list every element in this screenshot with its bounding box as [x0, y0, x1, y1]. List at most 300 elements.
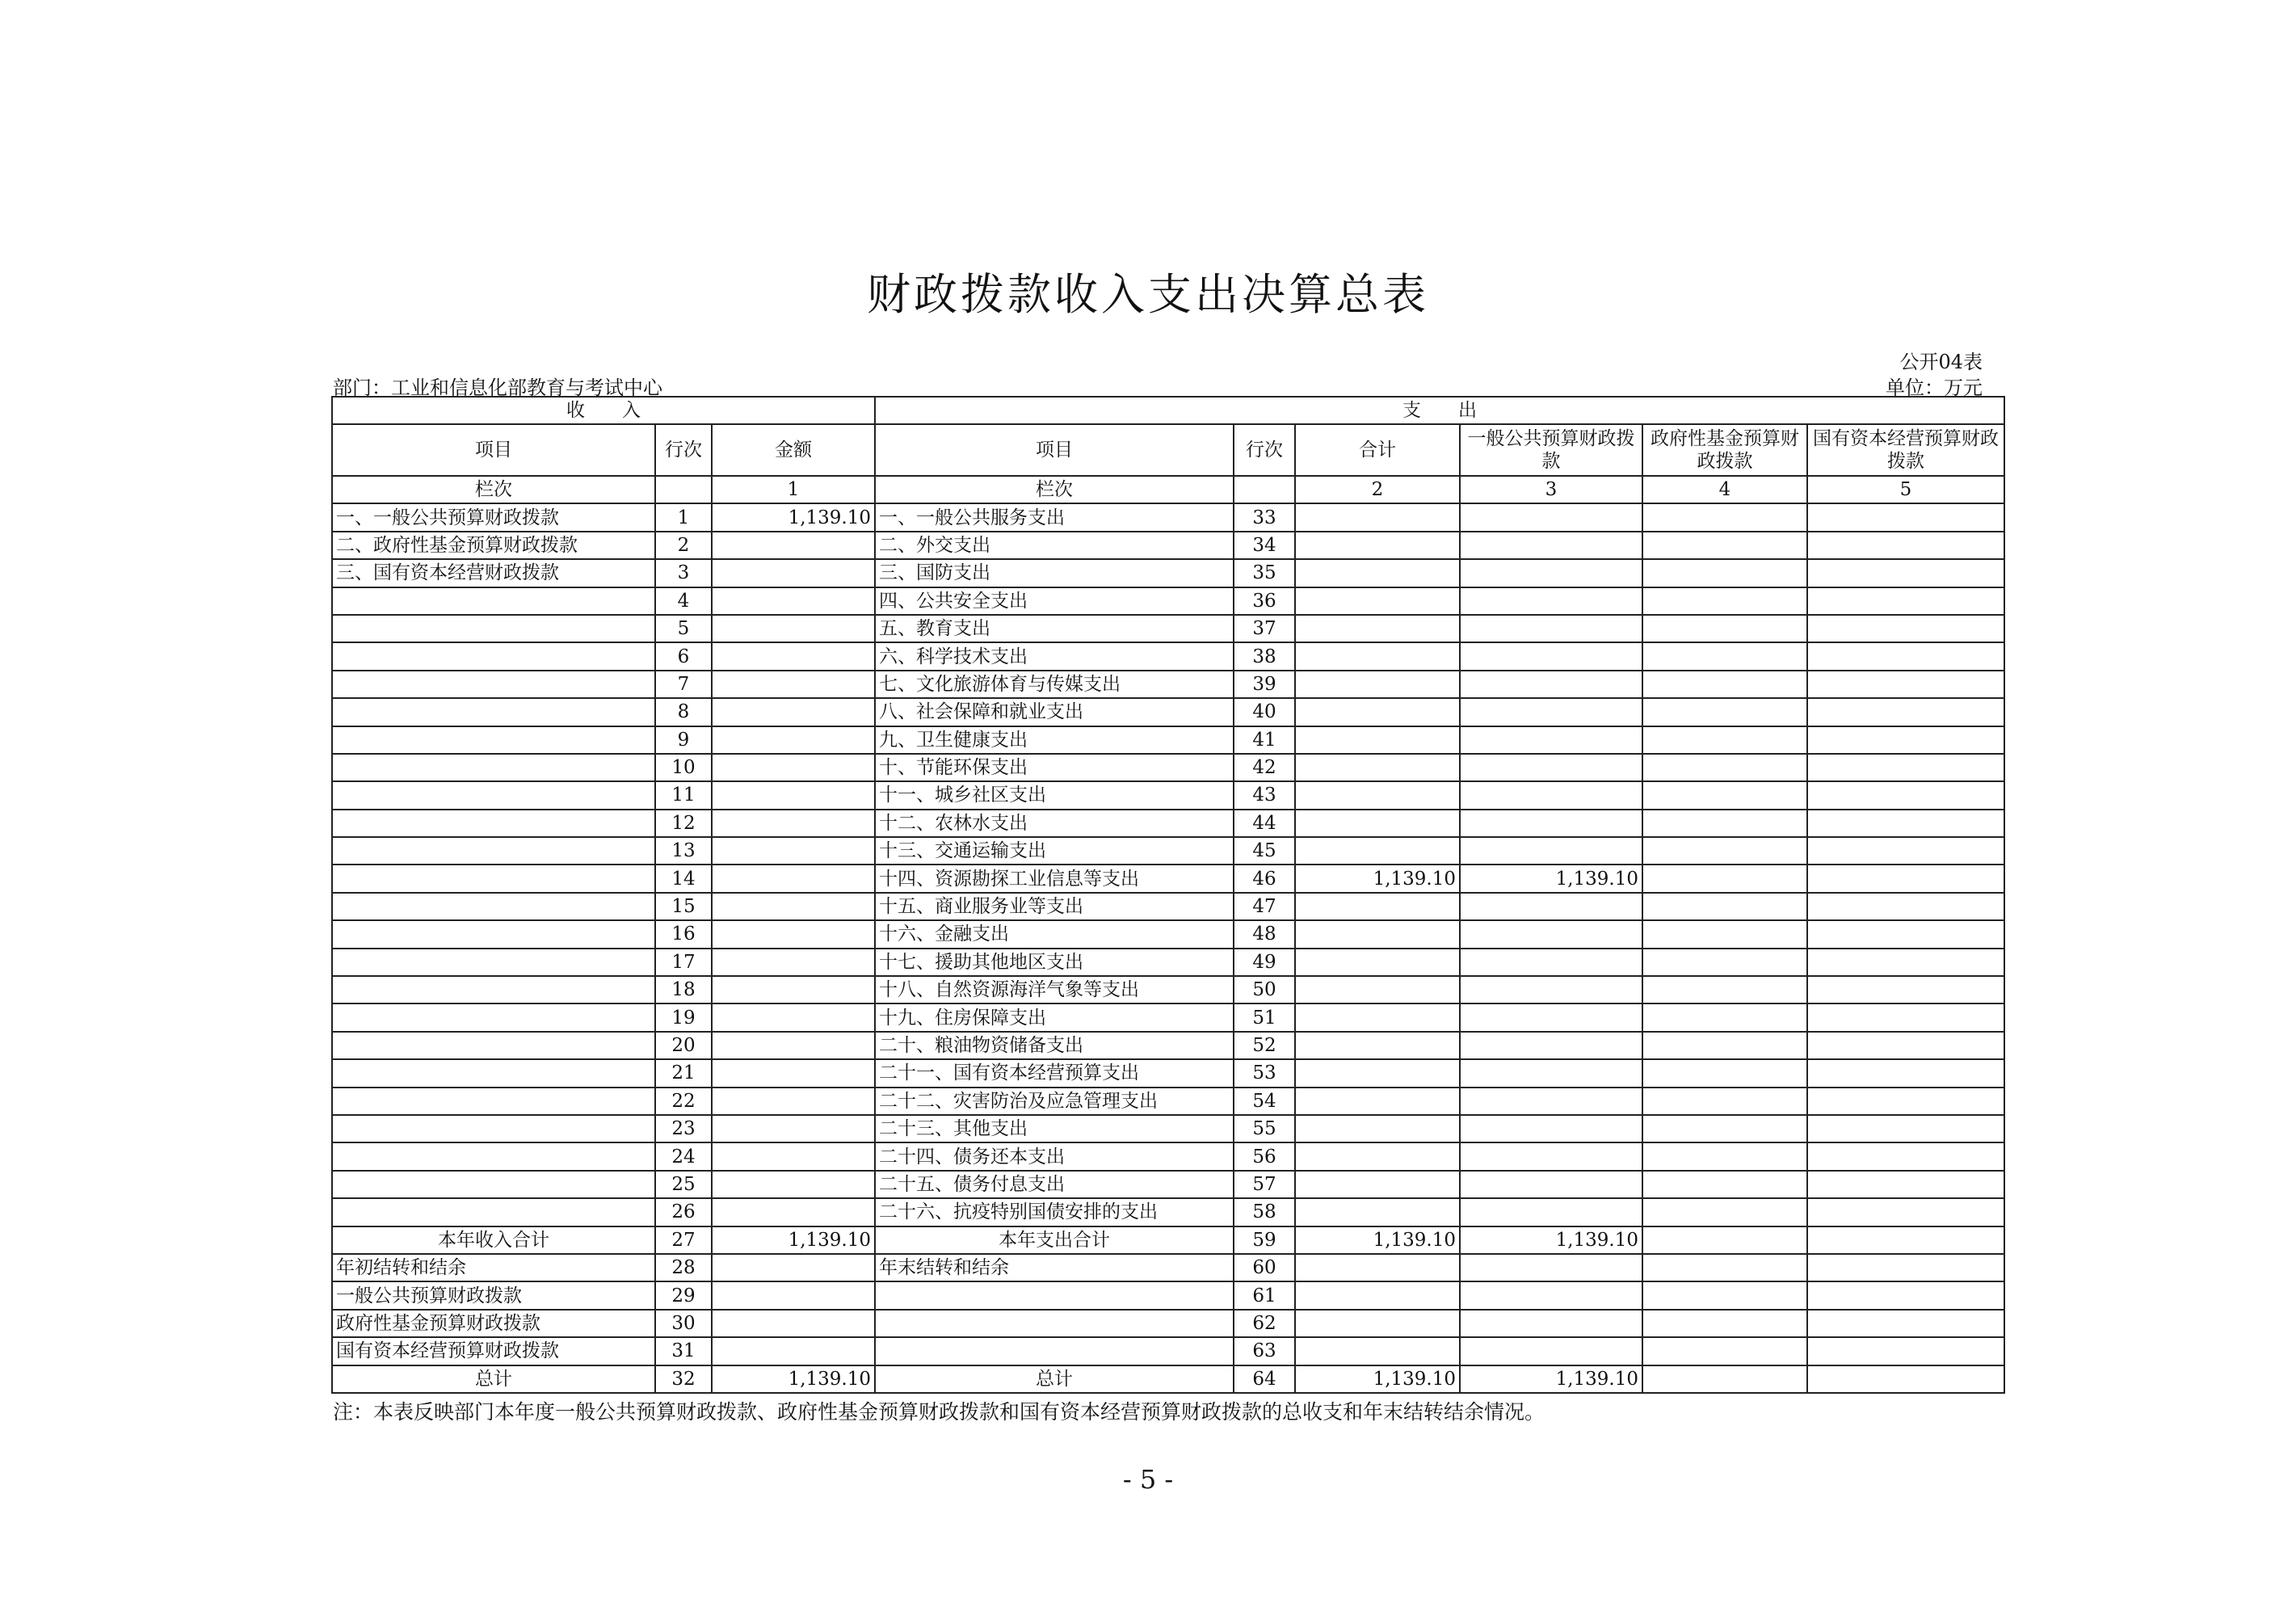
income-row-no-cell: 6: [655, 642, 712, 670]
income-amount-cell: [712, 810, 875, 837]
income-item-cell: [332, 1059, 655, 1087]
income-row-no-cell: 14: [655, 865, 712, 892]
income-amount-cell: [712, 1310, 875, 1337]
income-item-cell: 国有资本经营预算财政拨款: [332, 1337, 655, 1365]
general-budget-cell: 1,139.10: [1460, 865, 1642, 892]
state-capital-cell: [1807, 1171, 2004, 1198]
gov-fund-cell: [1642, 1032, 1807, 1059]
general-budget-cell: [1460, 1059, 1642, 1087]
expense-row-no-cell: 56: [1234, 1142, 1295, 1170]
income-amount-cell: 1,139.10: [712, 1365, 875, 1393]
table-row: [332, 1226, 2004, 1254]
income-item-cell: [332, 1003, 655, 1031]
income-header: 收 入: [332, 397, 875, 424]
expense-item-cell: 十四、资源勘探工业信息等支出: [875, 865, 1234, 892]
budget-table: [331, 396, 2005, 1394]
income-row-no-cell: 18: [655, 976, 712, 1003]
table-row: [332, 698, 2004, 726]
general-budget-cell: [1460, 754, 1642, 781]
expense-row-no-cell: 33: [1234, 503, 1295, 531]
income-row-no-cell: 24: [655, 1142, 712, 1170]
income-amount-cell: [712, 532, 875, 559]
gov-fund-cell: [1642, 837, 1807, 865]
state-capital-cell: [1807, 754, 2004, 781]
gov-fund-cell: [1642, 1003, 1807, 1031]
expense-item-cell: 六、科学技术支出: [875, 642, 1234, 670]
total-cell: [1295, 642, 1460, 670]
state-capital-cell: [1807, 559, 2004, 587]
col-blank: [1234, 476, 1295, 503]
table-row: [332, 1032, 2004, 1059]
total-cell: [1295, 949, 1460, 976]
expense-item-cell: 本年支出合计: [875, 1226, 1234, 1254]
general-budget-cell: [1460, 949, 1642, 976]
expense-item-cell: 二十一、国有资本经营预算支出: [875, 1059, 1234, 1087]
table-row: [332, 1281, 2004, 1309]
gov-fund-cell: [1642, 1281, 1807, 1309]
income-row-no-cell: 2: [655, 532, 712, 559]
income-amount-cell: [712, 615, 875, 642]
income-amount-cell: [712, 1003, 875, 1031]
general-budget-cell: [1460, 976, 1642, 1003]
income-item-cell: [332, 949, 655, 976]
income-amount-cell: [712, 837, 875, 865]
income-amount-cell: [712, 698, 875, 726]
expense-item-cell: 十九、住房保障支出: [875, 1003, 1234, 1031]
income-item-cell: [332, 1115, 655, 1142]
total-cell: [1295, 920, 1460, 948]
income-item-cell: 政府性基金预算财政拨款: [332, 1310, 655, 1337]
state-capital-cell: [1807, 893, 2004, 920]
income-item-cell: [332, 865, 655, 892]
income-item-cell: [332, 893, 655, 920]
income-row-no-cell: 7: [655, 671, 712, 698]
expense-item-header: 项目: [875, 424, 1234, 476]
form-code: 公开04表: [1899, 351, 1983, 373]
income-row-no-cell: 16: [655, 920, 712, 948]
income-amount-cell: [712, 1337, 875, 1365]
expense-header: 支 出: [875, 397, 2004, 424]
expense-row-no-cell: 53: [1234, 1059, 1295, 1087]
page-title: 财政拨款收入支出决算总表: [867, 269, 1429, 320]
expense-row-no-cell: 44: [1234, 810, 1295, 837]
state-capital-cell: [1807, 615, 2004, 642]
gov-fund-cell: [1642, 559, 1807, 587]
gov-fund-cell: [1642, 781, 1807, 809]
total-cell: [1295, 1310, 1460, 1337]
expense-row-no-cell: 47: [1234, 893, 1295, 920]
page-number: - 5 -: [1122, 1464, 1174, 1495]
income-amount-header: 金额: [712, 424, 875, 476]
state-capital-cell: [1807, 671, 2004, 698]
gov-fund-cell: [1642, 1254, 1807, 1281]
gov-fund-cell: [1642, 865, 1807, 892]
income-item-cell: 总计: [332, 1365, 655, 1393]
column-index-row: [332, 476, 2004, 503]
expense-item-cell: 二十二、灾害防治及应急管理支出: [875, 1088, 1234, 1115]
gov-fund-cell: [1642, 893, 1807, 920]
income-item-cell: [332, 1032, 655, 1059]
general-budget-cell: 1,139.10: [1460, 1226, 1642, 1254]
general-budget-cell: [1460, 1254, 1642, 1281]
col-index-3: 3: [1460, 476, 1642, 503]
table-row: [332, 949, 2004, 976]
expense-item-cell: 二十四、债务还本支出: [875, 1142, 1234, 1170]
general-budget-cell: [1460, 781, 1642, 809]
expense-item-cell: 十一、城乡社区支出: [875, 781, 1234, 809]
income-item-cell: [332, 1198, 655, 1226]
income-amount-cell: [712, 587, 875, 615]
exp-col-label: 栏次: [875, 476, 1234, 503]
table-row: [332, 1198, 2004, 1226]
gov-fund-cell: [1642, 1059, 1807, 1087]
table-row: [332, 1337, 2004, 1365]
gov-fund-header: 政府性基金预算财政拨款: [1642, 424, 1807, 476]
state-capital-cell: [1807, 837, 2004, 865]
total-cell: [1295, 615, 1460, 642]
income-row-no-cell: 23: [655, 1115, 712, 1142]
total-cell: [1295, 1032, 1460, 1059]
income-item-cell: [332, 920, 655, 948]
gov-fund-cell: [1642, 1365, 1807, 1393]
income-amount-cell: 1,139.10: [712, 1226, 875, 1254]
state-capital-cell: [1807, 726, 2004, 754]
expense-row-no-cell: 41: [1234, 726, 1295, 754]
col-index-5: 5: [1807, 476, 2004, 503]
total-cell: [1295, 1003, 1460, 1031]
table-row: [332, 810, 2004, 837]
total-cell: [1295, 1337, 1460, 1365]
total-cell: [1295, 1088, 1460, 1115]
gov-fund-cell: [1642, 698, 1807, 726]
expense-item-cell: 五、教育支出: [875, 615, 1234, 642]
total-cell: 1,139.10: [1295, 1365, 1460, 1393]
state-capital-cell: [1807, 587, 2004, 615]
gov-fund-cell: [1642, 976, 1807, 1003]
expense-row-no-cell: 49: [1234, 949, 1295, 976]
general-budget-cell: [1460, 1032, 1642, 1059]
general-budget-header: 一般公共预算财政拨款: [1460, 424, 1642, 476]
total-cell: [1295, 587, 1460, 615]
gov-fund-cell: [1642, 671, 1807, 698]
total-cell: 1,139.10: [1295, 865, 1460, 892]
gov-fund-cell: [1642, 615, 1807, 642]
income-item-cell: [332, 754, 655, 781]
state-capital-cell: [1807, 1088, 2004, 1115]
gov-fund-cell: [1642, 587, 1807, 615]
income-row-no-cell: 15: [655, 893, 712, 920]
table-row: [332, 1115, 2004, 1142]
gov-fund-cell: [1642, 503, 1807, 531]
total-cell: [1295, 671, 1460, 698]
table-row: [332, 615, 2004, 642]
income-row-no-cell: 17: [655, 949, 712, 976]
general-budget-cell: 1,139.10: [1460, 1365, 1642, 1393]
general-budget-cell: [1460, 559, 1642, 587]
income-row-no-cell: 9: [655, 726, 712, 754]
expense-row-no-cell: 50: [1234, 976, 1295, 1003]
income-row-no-cell: 1: [655, 503, 712, 531]
table-row: [332, 865, 2004, 892]
income-item-cell: 一、一般公共预算财政拨款: [332, 503, 655, 531]
total-cell: [1295, 559, 1460, 587]
income-row-no-cell: 26: [655, 1198, 712, 1226]
table-row: [332, 1310, 2004, 1337]
total-cell: 1,139.10: [1295, 1226, 1460, 1254]
expense-row-no-cell: 43: [1234, 781, 1295, 809]
state-capital-cell: [1807, 1337, 2004, 1365]
income-item-cell: 年初结转和结余: [332, 1254, 655, 1281]
general-budget-cell: [1460, 837, 1642, 865]
footnote: 注：本表反映部门本年度一般公共预算财政拨款、政府性基金预算财政拨款和国有资本经营预算财政拨款的总收支和年末结转结余情况。: [333, 1400, 1545, 1424]
state-capital-cell: [1807, 865, 2004, 892]
expense-row-no-cell: 37: [1234, 615, 1295, 642]
income-item-cell: [332, 671, 655, 698]
table-row: [332, 1254, 2004, 1281]
expense-row-no-cell: 55: [1234, 1115, 1295, 1142]
expense-row-no-cell: 48: [1234, 920, 1295, 948]
income-item-cell: [332, 976, 655, 1003]
expense-item-cell: 年末结转和结余: [875, 1254, 1234, 1281]
income-row-no-cell: 30: [655, 1310, 712, 1337]
total-cell: [1295, 726, 1460, 754]
expense-row-no-cell: 63: [1234, 1337, 1295, 1365]
gov-fund-cell: [1642, 754, 1807, 781]
general-budget-cell: [1460, 1142, 1642, 1170]
state-capital-cell: [1807, 503, 2004, 531]
income-item-cell: [332, 1142, 655, 1170]
income-item-cell: [332, 726, 655, 754]
income-amount-cell: [712, 1115, 875, 1142]
income-row-no-cell: 5: [655, 615, 712, 642]
state-capital-cell: [1807, 1032, 2004, 1059]
gov-fund-cell: [1642, 1337, 1807, 1365]
table-row: [332, 671, 2004, 698]
expense-row-no-cell: 58: [1234, 1198, 1295, 1226]
income-amount-cell: [712, 781, 875, 809]
table-row: [332, 781, 2004, 809]
income-amount-cell: [712, 865, 875, 892]
expense-item-cell: 十三、交通运输支出: [875, 837, 1234, 865]
total-cell: [1295, 1142, 1460, 1170]
col-label: 栏次: [332, 476, 655, 503]
general-budget-cell: [1460, 532, 1642, 559]
unit-label: 单位：万元: [1886, 377, 1983, 399]
income-item-cell: [332, 837, 655, 865]
expense-item-cell: 二十、粮油物资储备支出: [875, 1032, 1234, 1059]
general-budget-cell: [1460, 1003, 1642, 1031]
total-cell: [1295, 1281, 1460, 1309]
income-item-cell: [332, 615, 655, 642]
general-budget-cell: [1460, 615, 1642, 642]
expense-item-cell: 二十五、债务付息支出: [875, 1171, 1234, 1198]
state-capital-header: 国有资本经营预算财政拨款: [1807, 424, 2004, 476]
income-amount-cell: [712, 642, 875, 670]
income-amount-cell: [712, 726, 875, 754]
income-row-no-cell: 12: [655, 810, 712, 837]
state-capital-cell: [1807, 1254, 2004, 1281]
income-item-cell: 本年收入合计: [332, 1226, 655, 1254]
general-budget-cell: [1460, 1088, 1642, 1115]
income-row-no-cell: 20: [655, 1032, 712, 1059]
total-cell: [1295, 781, 1460, 809]
state-capital-cell: [1807, 781, 2004, 809]
total-cell: [1295, 893, 1460, 920]
expense-item-cell: 九、卫生健康支出: [875, 726, 1234, 754]
total-cell: [1295, 1059, 1460, 1087]
expense-item-cell: 八、社会保障和就业支出: [875, 698, 1234, 726]
income-amount-cell: 1,139.10: [712, 503, 875, 531]
income-amount-cell: [712, 976, 875, 1003]
state-capital-cell: [1807, 1310, 2004, 1337]
state-capital-cell: [1807, 698, 2004, 726]
expense-row-no-cell: 45: [1234, 837, 1295, 865]
income-item-cell: [332, 810, 655, 837]
income-item-cell: [332, 587, 655, 615]
income-row-no-cell: 29: [655, 1281, 712, 1309]
general-budget-cell: [1460, 1198, 1642, 1226]
expense-row-no-cell: 40: [1234, 698, 1295, 726]
general-budget-cell: [1460, 671, 1642, 698]
income-row-no-cell: 10: [655, 754, 712, 781]
general-budget-cell: [1460, 642, 1642, 670]
gov-fund-cell: [1642, 642, 1807, 670]
expense-row-no-cell: 64: [1234, 1365, 1295, 1393]
table-row: [332, 754, 2004, 781]
table-row: [332, 1003, 2004, 1031]
state-capital-cell: [1807, 1115, 2004, 1142]
gov-fund-cell: [1642, 532, 1807, 559]
income-amount-cell: [712, 893, 875, 920]
table-row: [332, 893, 2004, 920]
table-header-row: [332, 424, 2004, 476]
general-budget-cell: [1460, 893, 1642, 920]
income-row-no-cell: 22: [655, 1088, 712, 1115]
table-row: [332, 1088, 2004, 1115]
gov-fund-cell: [1642, 949, 1807, 976]
income-row-no-cell: 32: [655, 1365, 712, 1393]
expense-item-cell: 二十三、其他支出: [875, 1115, 1234, 1142]
income-item-cell: [332, 1171, 655, 1198]
gov-fund-cell: [1642, 1171, 1807, 1198]
income-amount-cell: [712, 1088, 875, 1115]
general-budget-cell: [1460, 1310, 1642, 1337]
table-row: [332, 587, 2004, 615]
col-index-4: 4: [1642, 476, 1807, 503]
expense-item-cell: 二十六、抗疫特别国债安排的支出: [875, 1198, 1234, 1226]
expense-item-cell: [875, 1281, 1234, 1309]
income-amount-cell: [712, 1254, 875, 1281]
expense-row-no-cell: 54: [1234, 1088, 1295, 1115]
total-cell: [1295, 754, 1460, 781]
income-row-no-cell: 25: [655, 1171, 712, 1198]
income-row-no-header: 行次: [655, 424, 712, 476]
expense-item-cell: 四、公共安全支出: [875, 587, 1234, 615]
general-budget-cell: [1460, 503, 1642, 531]
income-row-no-cell: 21: [655, 1059, 712, 1087]
expense-item-cell: 二、外交支出: [875, 532, 1234, 559]
col-index-1: 1: [712, 476, 875, 503]
gov-fund-cell: [1642, 1198, 1807, 1226]
income-amount-cell: [712, 1171, 875, 1198]
income-row-no-cell: 31: [655, 1337, 712, 1365]
expense-item-cell: 十八、自然资源海洋气象等支出: [875, 976, 1234, 1003]
state-capital-cell: [1807, 1142, 2004, 1170]
expense-item-cell: 十二、农林水支出: [875, 810, 1234, 837]
gov-fund-cell: [1642, 726, 1807, 754]
income-amount-cell: [712, 949, 875, 976]
income-amount-cell: [712, 1059, 875, 1087]
expense-item-cell: 一、一般公共服务支出: [875, 503, 1234, 531]
expense-row-no-cell: 62: [1234, 1310, 1295, 1337]
income-item-cell: 一般公共预算财政拨款: [332, 1281, 655, 1309]
table-row: [332, 1142, 2004, 1170]
income-amount-cell: [712, 671, 875, 698]
total-cell: [1295, 1171, 1460, 1198]
general-budget-cell: [1460, 1281, 1642, 1309]
col-blank: [655, 476, 712, 503]
state-capital-cell: [1807, 532, 2004, 559]
gov-fund-cell: [1642, 810, 1807, 837]
income-item-cell: 二、政府性基金预算财政拨款: [332, 532, 655, 559]
expense-row-no-header: 行次: [1234, 424, 1295, 476]
expense-row-no-cell: 39: [1234, 671, 1295, 698]
general-budget-cell: [1460, 1337, 1642, 1365]
total-cell: [1295, 837, 1460, 865]
department-label: 部门：工业和信息化部教育与考试中心: [333, 377, 662, 399]
income-amount-cell: [712, 1281, 875, 1309]
general-budget-cell: [1460, 920, 1642, 948]
expense-item-cell: 十六、金融支出: [875, 920, 1234, 948]
gov-fund-cell: [1642, 1115, 1807, 1142]
state-capital-cell: [1807, 1003, 2004, 1031]
income-item-cell: [332, 642, 655, 670]
income-item-cell: [332, 1088, 655, 1115]
table-row: [332, 559, 2004, 587]
table-row: [332, 976, 2004, 1003]
total-cell: [1295, 532, 1460, 559]
expense-row-no-cell: 38: [1234, 642, 1295, 670]
income-row-no-cell: 27: [655, 1226, 712, 1254]
table-row: [332, 503, 2004, 531]
state-capital-cell: [1807, 920, 2004, 948]
gov-fund-cell: [1642, 1310, 1807, 1337]
total-cell: [1295, 1254, 1460, 1281]
table-row: [332, 1059, 2004, 1087]
total-cell: [1295, 1115, 1460, 1142]
expense-item-cell: 十五、商业服务业等支出: [875, 893, 1234, 920]
general-budget-cell: [1460, 810, 1642, 837]
expense-item-cell: 十、节能环保支出: [875, 754, 1234, 781]
total-cell: [1295, 503, 1460, 531]
income-row-no-cell: 11: [655, 781, 712, 809]
expense-row-no-cell: 60: [1234, 1254, 1295, 1281]
state-capital-cell: [1807, 1059, 2004, 1087]
table-row: [332, 532, 2004, 559]
state-capital-cell: [1807, 1198, 2004, 1226]
income-amount-cell: [712, 1142, 875, 1170]
expense-row-no-cell: 36: [1234, 587, 1295, 615]
general-budget-cell: [1460, 698, 1642, 726]
total-cell: [1295, 976, 1460, 1003]
expense-row-no-cell: 34: [1234, 532, 1295, 559]
gov-fund-cell: [1642, 1142, 1807, 1170]
total-header: 合计: [1295, 424, 1460, 476]
income-row-no-cell: 4: [655, 587, 712, 615]
expense-item-cell: 七、文化旅游体育与传媒支出: [875, 671, 1234, 698]
table-row: [332, 920, 2004, 948]
income-row-no-cell: 13: [655, 837, 712, 865]
